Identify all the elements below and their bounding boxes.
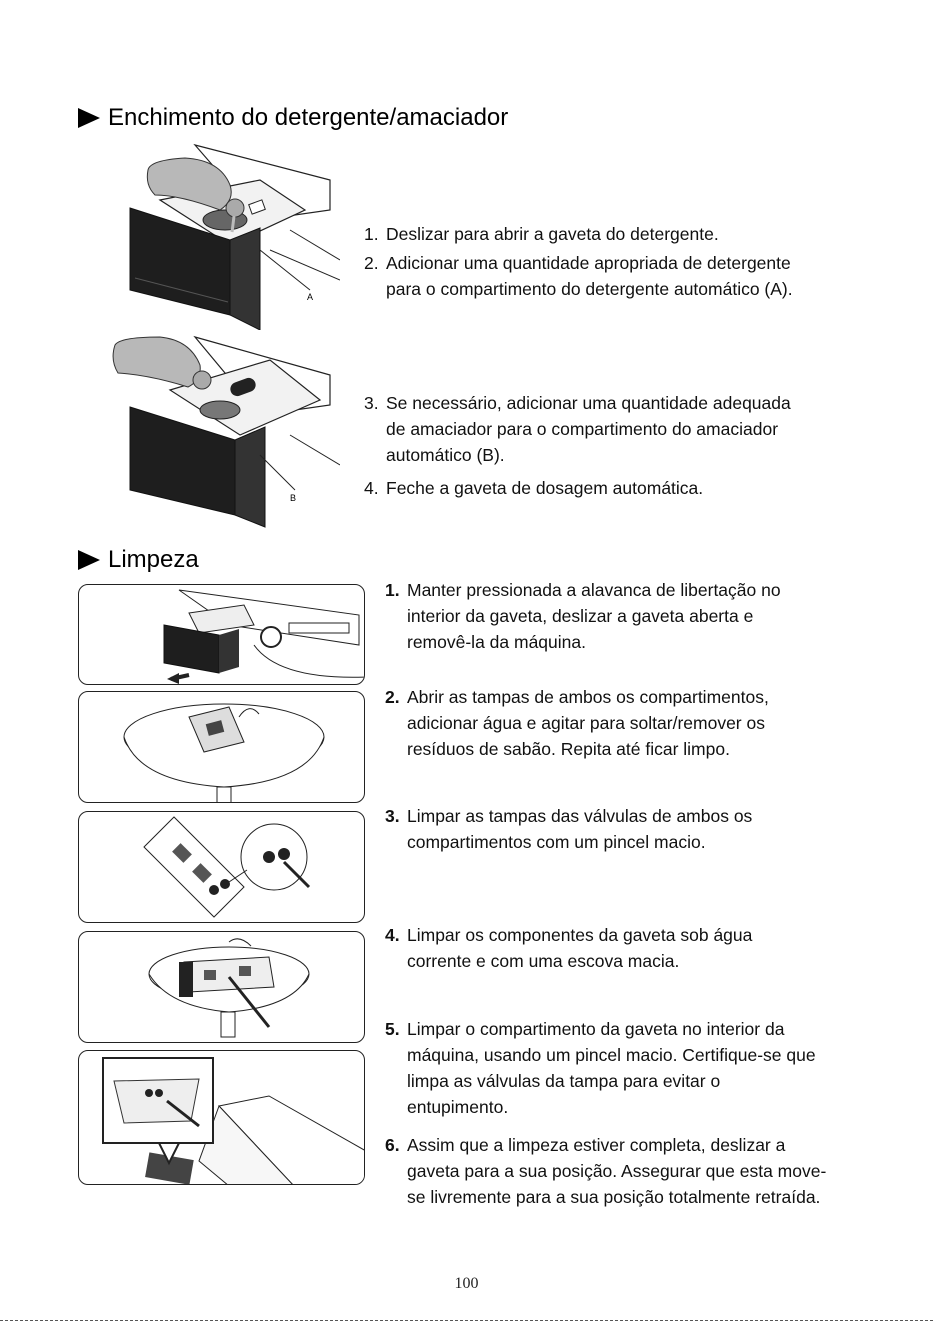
- detergent-pour-illustration: [110, 140, 340, 330]
- clean-step-3: 3. Limpar as tampas das válvulas de ambos os compartimentos com um pincel macio.: [385, 806, 753, 852]
- fill-step-2: 2. Adicionar uma quantidade apropriada de detergente para o compartimento do detergente automático (A).: [364, 253, 793, 299]
- clean-illustration-remove-drawer: [78, 584, 365, 685]
- clean-step-4: 4. Limpar os componentes da gaveta sob água corrente e com uma escova macia.: [385, 925, 753, 971]
- section-heading-fill-text: Enchimento do detergente/amaciador: [108, 104, 509, 131]
- label-b: B: [290, 493, 297, 503]
- page-number: 100: [454, 1275, 479, 1292]
- right-triangle-icon: [78, 108, 100, 128]
- clean-illustration-machine-compartment: [78, 1050, 365, 1185]
- clean-step-6: 6. Assim que a limpeza estiver completa, deslizar a gaveta para a sua posição. Assegurar que esta move-se livremente para a sua posição totalmente retraída.: [385, 1135, 827, 1207]
- right-triangle-icon: [78, 550, 100, 570]
- section-heading-clean-text: Limpeza: [108, 546, 199, 573]
- clean-step-5: 5. Limpar o compartimento da gaveta no interior da máquina, usando um pincel macio. Certifique-se que limpa as válvulas da tampa para evitar o entupimento.: [385, 1019, 816, 1117]
- clean-illustration-valve-caps: [78, 811, 365, 923]
- clean-step-1: 1. Manter pressionada a alavanca de libertação no interior da gaveta, deslizar a gaveta aberta e removê-la da máquina.: [385, 580, 781, 652]
- fill-step-1: 1. Deslizar para abrir a gaveta do detergente.: [364, 224, 719, 244]
- clean-illustration-rinse-sink: [78, 691, 365, 803]
- fill-step-3: 3. Se necessário, adicionar uma quantidade adequada de amaciador para o compartimento do amaciador automático (B).: [364, 393, 791, 465]
- section-heading-clean: [78, 546, 199, 574]
- section-heading-fill: [78, 104, 508, 132]
- fill-step-4: 4. Feche a gaveta de dosagem automática.: [364, 478, 704, 498]
- label-a: A: [307, 292, 314, 302]
- clean-step-2: 2. Abrir as tampas de ambos os compartimentos, adicionar água e agitar para soltar/remover os resíduos de sabão. Repita até ficar limpo.: [385, 687, 769, 759]
- bottom-divider: [0, 1320, 933, 1321]
- softener-pour-illustration: [110, 335, 340, 530]
- clean-illustration-running-water: [78, 931, 365, 1043]
